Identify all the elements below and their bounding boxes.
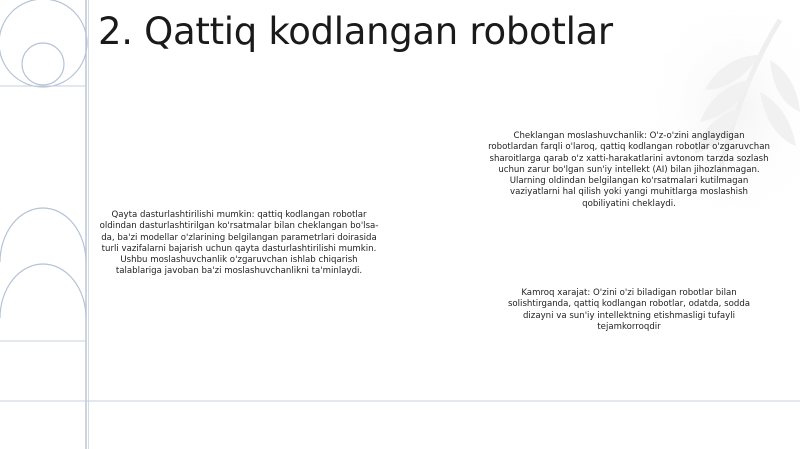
lower-cost-text: Kamroq xarajat: O'zini o'zi biladigan robotlar bilan solishtirganda, qattiq kodlangan robotlar, odatda, sodda dizayni va sun'iy intellektning etishmasligi tufayli tejamkorroqdir [507,288,751,332]
slide-title: 2. Qattiq kodlangan robotlar [98,10,613,53]
limited-flexibility-text: Cheklangan moslashuvchanlik: O'z-o'zini anglaydigan robotlardan farqli o'laroq, qattiq kodlangan robotlar o'zgaruvchan sharoitlarga qarab o'z xatti-harakatlarini avtonom tarzda sozlash uchun zarur bo'lgan sun'iy intellekt (AI) bilan jihozlanmagan. Ularning oldindan belgilangan ko'rsatmalari kutilmagan vaziyatlarni hal qilish yoki yangi muhitlarga moslashish qobiliyatini cheklaydi. [488,131,770,209]
reprogrammable-text: Qayta dasturlashtirilishi mumkin: qattiq kodlangan robotlar oldindan dasturlashtirilgan ko'rsatmalar bilan cheklangan bo'lsa-da, ba'zi modellar o'zlarining belgilangan parametrlari doirasida turli vazifalarni bajarish uchun qayta dasturlashtirilishi mumkin. Ushbu moslashuvchanlik o'zgaruvchan ishlab chiqarish talablariga javoban ba'zi moslashuvchanlikni ta'minlaydi. [99,210,379,277]
